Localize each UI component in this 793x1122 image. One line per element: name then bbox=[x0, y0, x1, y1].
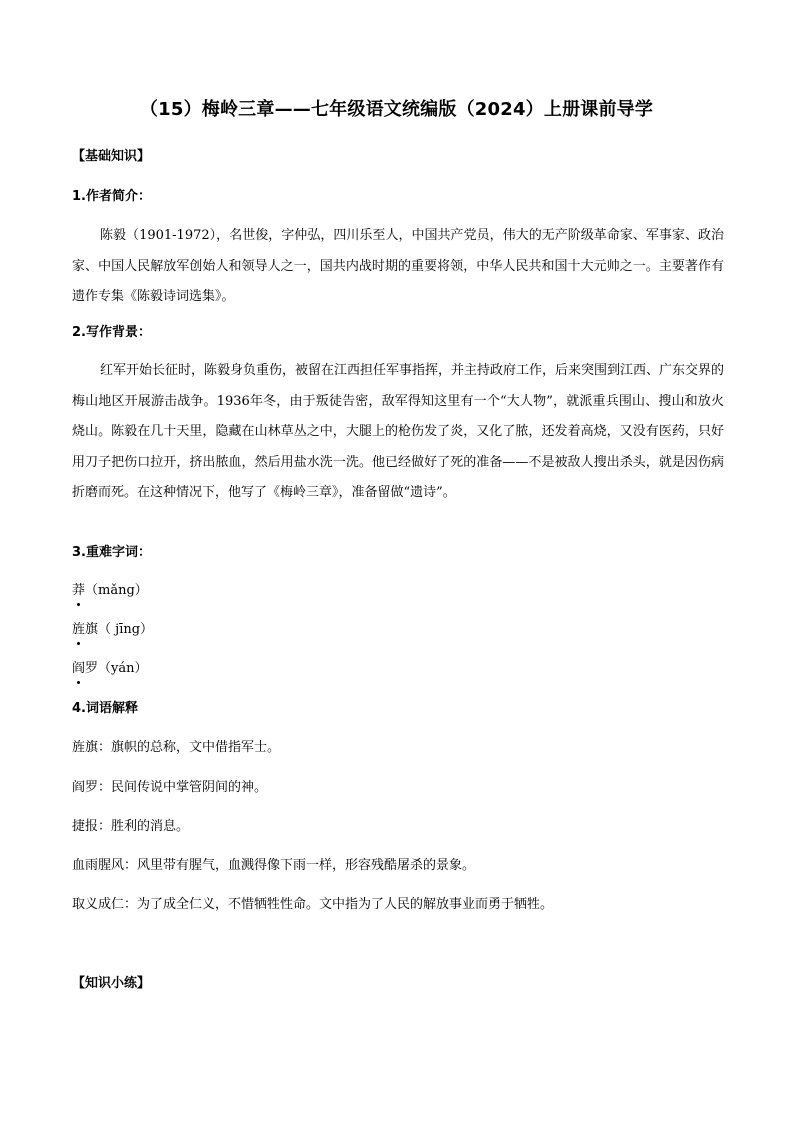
word-item bbox=[72, 582, 148, 600]
glossary-item: 阎罗：民间传说中掌管阴间的神。 bbox=[72, 780, 268, 795]
glossary-item: 取义成仁：为了成全仁义，不惜牺牲性命。文中指为了人民的解放事业而勇于牺牲。 bbox=[72, 897, 554, 912]
word-pinyin: （yán） bbox=[98, 661, 148, 676]
glossary-item: 旌旗：旗帜的总称，文中借指军士。 bbox=[72, 740, 281, 755]
background-heading: 2.写作背景： bbox=[72, 325, 151, 340]
dotted-char: 旌 bbox=[72, 622, 86, 637]
dotted-char: 莽 bbox=[72, 583, 86, 598]
practice-heading: 【知识小练】 bbox=[72, 976, 151, 991]
word-pinyin: （mǎng） bbox=[85, 583, 148, 598]
page-title: （15）梅岭三章——七年级语文统编版（2024）上册课前导学 bbox=[139, 99, 654, 120]
glossary-heading: 4.词语解释 bbox=[72, 701, 138, 716]
word-pinyin: （ jīng） bbox=[98, 622, 154, 637]
glossary-item: 血雨腥风：风里带有腥气，血溅得像下雨一样，形容残酷屠杀的景象。 bbox=[72, 858, 476, 873]
glossary-item: 捷报：胜利的消息。 bbox=[72, 819, 190, 834]
author-heading: 1.作者简介： bbox=[72, 189, 151, 204]
word-item bbox=[72, 621, 153, 639]
basics-heading: 【基础知识】 bbox=[72, 149, 151, 164]
word-rest: 罗 bbox=[85, 661, 99, 676]
word-rest: 旗 bbox=[85, 622, 99, 637]
background-paragraph: 红军开始长征时，陈毅身负重伤，被留在江西担任军事指挥，并主持政府工作，后来突围到江西、广东交界的梅山地区开展游击战争。1936年冬，由于叛徒告密，敌军得知这里有一个“大人物”，就派重兵围山、搜山和放火烧山。陈毅在几十天里，隐藏在山林草丛之中，大腿上的枪伤发了炎，又化了脓，还发着高烧，又没有医药，只好用刀子把伤口拉开，挤出脓血，然后用盐水洗一洗。他已经做好了死的准备——不是被敌人搜出杀头，就是因伤病折磨而死。在这种情况下，他写了《梅岭三章》，准备留做“遗诗”。 bbox=[72, 363, 725, 500]
words-heading: 3.重难字词： bbox=[72, 545, 151, 560]
word-item bbox=[72, 660, 148, 678]
dotted-char: 阎 bbox=[72, 661, 86, 676]
author-paragraph: 陈毅（1901-1972），名世俊，字仲弘，四川乐至人，中国共产党员，伟大的无产阶级革命家、军事家、政治家、中国人民解放军创始人和领导人之一，国共内战时期的重要将领，中华人民共和国十大元帅之一。主要著作有遗作专集《陈毅诗词选集》。 bbox=[72, 228, 724, 304]
